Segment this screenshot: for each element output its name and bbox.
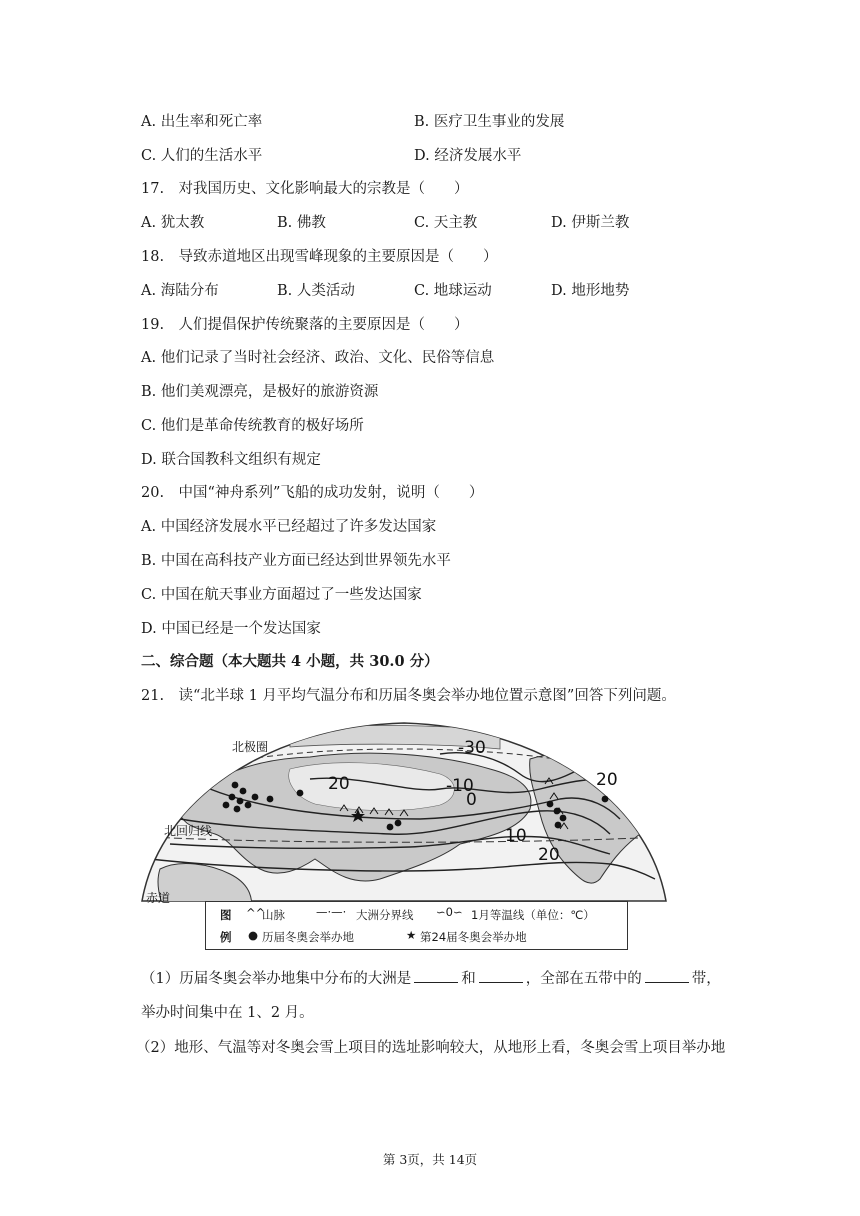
q17-option-d: D. 伊斯兰教	[551, 215, 630, 231]
answer-blank-2[interactable]	[479, 968, 523, 983]
host-point	[297, 790, 304, 797]
q18-option-a: A. 海陆分布	[141, 283, 219, 299]
host-point	[547, 801, 554, 808]
mountain-icon: ^^	[246, 906, 266, 920]
label-arctic-circle: 北极圈	[232, 740, 269, 754]
label-iso-neg20-right: 20	[596, 770, 618, 790]
q21-sub1-and: 和	[461, 971, 476, 987]
host-point	[395, 820, 402, 827]
q16-option-a: A. 出生率和死亡率	[141, 114, 263, 130]
q21-stem: 21. 读“北半球 1 月平均气温分布和历届冬奥会举办地位置示意图”回答下列问题。	[141, 688, 676, 704]
q16-option-d: D. 经济发展水平	[414, 148, 522, 164]
legend-host-24: 第24届冬奥会举办地	[420, 930, 527, 944]
dot-icon: ●	[248, 928, 259, 942]
legend-past-hosts: 历届冬奥会举办地	[262, 930, 354, 944]
host-point	[252, 794, 259, 801]
q18-option-c: C. 地球运动	[414, 283, 492, 299]
page-footer: 第 3页，共 14页	[382, 1152, 478, 1167]
star-icon: ★	[406, 928, 417, 942]
q21-sub1-text-b: ，全部在五带中的	[525, 971, 642, 987]
q20-option-c: C. 中国在航天事业方面超过了一些发达国家	[141, 587, 422, 603]
label-equator: 赤道	[146, 891, 171, 905]
host-point	[555, 822, 562, 829]
q19-option-d: D. 联合国教科文组织有规定	[141, 452, 321, 468]
host-point	[245, 802, 252, 809]
q19-option-c: C. 他们是革命传统教育的极好场所	[141, 418, 364, 434]
host-point	[267, 796, 274, 803]
q19-option-a: A. 他们记录了当时社会经济、政治、文化、民俗等信息	[141, 350, 495, 366]
q16-option-c: C. 人们的生活水平	[141, 148, 263, 164]
q17-option-c: C. 天主教	[414, 215, 478, 231]
label-iso-neg30: -30	[458, 738, 486, 758]
q20-option-d: D. 中国已经是一个发达国家	[141, 621, 321, 637]
label-iso-neg10: -10	[446, 776, 474, 796]
label-iso-10: 10	[505, 826, 527, 846]
isotherm-icon: ∽0∽	[436, 905, 463, 919]
host-point	[229, 794, 236, 801]
host-point	[602, 796, 609, 803]
section-title: 二、综合题（本大题共 4 小题，共 30.0 分）	[141, 653, 439, 670]
q17-option-b: B. 佛教	[277, 215, 326, 231]
host-point	[240, 788, 247, 795]
legend-continent-boundary: 大洲分界线	[356, 908, 414, 922]
legend-mountain: 山脉	[262, 908, 285, 922]
q20-option-a: A. 中国经济发展水平已经超过了许多发达国家	[141, 519, 437, 535]
label-iso-neg20-left: 20	[328, 774, 350, 794]
legend-isotherm: 1月等温线（单位：℃）	[471, 908, 595, 922]
q19-option-b: B. 他们美观漂亮，是极好的旅游资源	[141, 384, 379, 400]
host-point	[232, 782, 239, 789]
host-point	[237, 798, 244, 805]
q19-stem: 19. 人们提倡保护传统聚落的主要原因是（ ）	[141, 317, 469, 333]
q21-sub1-text-a: （1）历届冬奥会举办地集中分布的大洲是	[141, 971, 412, 987]
q21-sub1-line2: 举办时间集中在 1、2 月。	[141, 1005, 314, 1021]
host-point	[223, 802, 230, 809]
label-tropic: 北回归线	[164, 824, 213, 838]
host-point	[554, 808, 561, 815]
answer-blank-1[interactable]	[414, 968, 458, 983]
host-point	[387, 824, 394, 831]
legend-title-1: 图	[220, 908, 232, 922]
host-point	[560, 815, 567, 822]
q17-option-a: A. 犹太教	[141, 215, 205, 231]
boundary-line-icon: —·—·	[316, 905, 347, 919]
answer-blank-3[interactable]	[645, 968, 689, 983]
host-point	[234, 806, 241, 813]
map-legend	[205, 901, 628, 950]
label-iso-20: 20	[538, 845, 560, 865]
q16-option-b: B. 医疗卫生事业的发展	[414, 114, 565, 130]
q21-sub1-text-c: 带，	[691, 971, 721, 987]
q17-stem: 17. 对我国历史、文化影响最大的宗教是（ ）	[141, 181, 469, 197]
q18-option-d: D. 地形地势	[551, 283, 630, 299]
q21-sub2: （2）地形、气温等对冬奥会雪上项目的选址影响较大，从地形上看，冬奥会雪上项目举办地	[136, 1040, 726, 1056]
label-iso-0: 0	[466, 790, 477, 810]
q21-sub1-line1	[141, 968, 721, 989]
q20-option-b: B. 中国在高科技产业方面已经达到世界领先水平	[141, 553, 451, 569]
legend-title-2: 例	[220, 930, 232, 944]
q20-stem: 20. 中国“神舟系列”飞船的成功发射，说明（ ）	[141, 485, 484, 501]
q18-stem: 18. 导致赤道地区出现雪峰现象的主要原因是（ ）	[141, 249, 498, 265]
q18-option-b: B. 人类活动	[277, 283, 355, 299]
